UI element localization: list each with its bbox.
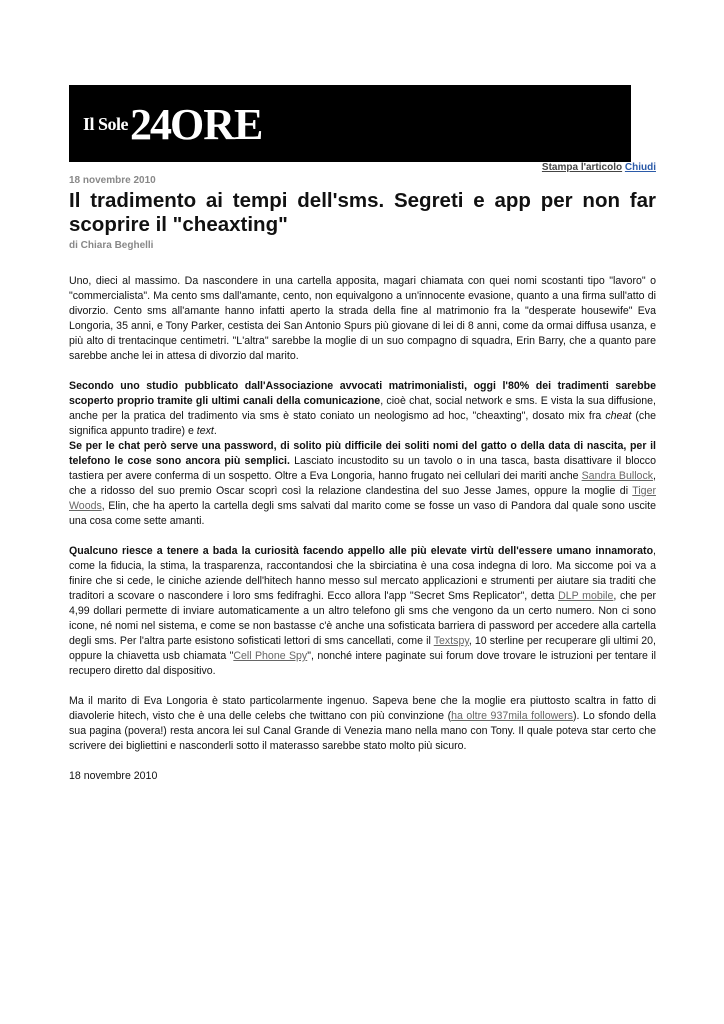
article-date-bottom: 18 novembre 2010	[69, 770, 158, 782]
logo-il-sole: Il Sole	[83, 114, 129, 134]
logo-ore: ORE	[170, 100, 263, 149]
il-sole-24-ore-logo	[83, 99, 262, 150]
paragraph-2	[69, 379, 656, 439]
paragraph-2-cheat: cheat	[605, 410, 632, 422]
paragraph-3-bold: Se per le chat però serve una password, di solito più difficile dei soliti nomi del gatto o della data di nascita, per il telefono le cose sono ancora più semplici.	[69, 440, 656, 467]
article-date-top: 18 novembre 2010	[69, 175, 156, 186]
paragraph-2-end: .	[213, 425, 217, 437]
print-article-link[interactable]: Stampa l'articolo	[541, 162, 623, 173]
paragraph-4	[69, 544, 656, 679]
sandra-bullock-link[interactable]: Sandra Bullock	[581, 470, 654, 482]
paragraph-5	[69, 694, 656, 754]
close-link[interactable]: Chiudi	[624, 162, 656, 173]
tiger-woods-link[interactable]: Tiger Woods	[69, 485, 656, 512]
paragraph-3-text-c: , Elin, che ha aperto la cartella degli sms salvati dal marito come se fosse un vaso di Pandora dal quale sono uscite una cosa come sette amanti.	[69, 500, 656, 527]
article-author: di Chiara Beghelli	[69, 240, 154, 251]
paragraph-3-text-a: Lasciato incustodito su un tavolo o in una tasca, basta disattivare il blocco tastiera per avere conferma di un sospetto. Oltre a Eva Longoria, hanno frugato nei cellulari dei mariti anche	[69, 455, 656, 482]
article-body	[69, 274, 656, 784]
paragraph-2-mid: (che significa appunto tradire) e	[69, 410, 656, 437]
masthead	[69, 85, 631, 162]
dlp-mobile-link[interactable]: DLP mobile	[558, 590, 614, 602]
article-toolbar	[69, 162, 656, 174]
paragraph-2-bold: Secondo uno studio pubblicato dall'Associazione avvocati matrimonialisti, oggi l'80% dei tradimenti sarebbe scoperto proprio tramite gli ultimi canali della comunicazione	[69, 380, 656, 407]
paragraph-4-text-d: ", nonché intere paginate sui forum dove trovare le istruzioni per tentare il recupero diretto dal dispositivo.	[69, 650, 656, 677]
paragraph-5-text-a: Ma il marito di Eva Longoria è stato particolarmente ingenuo. Sapeva bene che la moglie era piuttosto scaltra in fatto di diavolerie hitech, visto che è una delle celebs che twittano con più convinzione (	[69, 695, 656, 722]
paragraph-2-text-word: text	[196, 425, 214, 437]
paragraph-2-text: , cioè chat, social network e sms. E vista la sua diffusione, anche per la pratica del tradimento via sms è stato coniato un neologismo ad hoc, "cheaxting", dosato mix fra	[69, 395, 657, 422]
textspy-link[interactable]: Textspy	[433, 635, 469, 647]
followers-link[interactable]: ha oltre 937mila followers	[451, 710, 573, 722]
article-title: Il tradimento ai tempi dell'sms. Segreti e app per non far scoprire il "cheaxting"	[69, 189, 656, 236]
cell-phone-spy-link[interactable]: Cell Phone Spy	[233, 650, 308, 662]
paragraph-4-text-b: , che per 4,99 dollari permette di inviare automaticamente a un altro telefono gli sms che vengono da un certo numero. Non ci sono icone, né nomi nel sistema, e come se non bastasse c'è anche una sofisticata barriera di password per accedere alla cartella degli sms. Per l'altra parte esistono sofisticati lettori di sms cancellati, come il	[69, 590, 656, 647]
paragraph-5-text-b: ). Lo sfondo della sua pagina (povera!) resta ancora lei sul Canal Grande di Venezia mano nella mano con Tony. Il quale poteva star certo che scrivere dei bigliettini e nasconderli sotto il materasso sarebbe stato molto più sicuro.	[69, 710, 657, 752]
paragraph-4-bold: Qualcuno riesce a tenere a bada la curiosità facendo appello alle più elevate virtù dell'essere umano innamorato	[69, 545, 654, 557]
paragraph-4-text-a: , come la fiducia, la stima, la trasparenza, raccontandosi che la sbirciatina è una cosa indegna di loro. Ma siccome poi va a finire che si cede, le ciniche aziende dell'hitech hanno messo sul mercato applicazioni e strumenti per aiutare sia traditi che traditori a scovare o nascondere i loro sms fedifraghi. Ecco allora l'app "Secret Sms Replicator", detta	[69, 545, 656, 602]
article-page	[69, 85, 656, 784]
paragraph-1: Uno, dieci al massimo. Da nascondere in una cartella apposita, magari chiamata con quei nomi scostanti tipo "lavoro" o "commercialista". Ma cento sms dall'amante, cento, non equivalgono a un'innocente evasione, quanto a una firma sull'atto di divorzio. Cento sms all'amante hanno infatti aperto la strada della fine al matrimonio fra la "desperate housewife" Eva Longoria, 35 anni, e Tony Parker, cestista dei San Antonio Spurs più giovane di lei di 8 anni, come da ormai diffusa usanza, e più alto di trentacinque centimetri. "L'altra" sarebbe la moglie di un suo compagno di squadra, Erin Barry, che a quanto pare sarebbe anche lei in attesa di divorzio dal marito.	[69, 275, 656, 362]
paragraph-3-text-b: , che a ridosso del suo premio Oscar scoprì così la relazione clandestina del suo Jesse James, oppure la moglie di	[69, 470, 656, 497]
logo-24: 24	[130, 100, 171, 149]
paragraph-4-text-c: , 10 sterline per recuperare gli ultimi 20, oppure la chiavetta usb chiamata "	[69, 635, 656, 662]
paragraph-3	[69, 439, 656, 529]
